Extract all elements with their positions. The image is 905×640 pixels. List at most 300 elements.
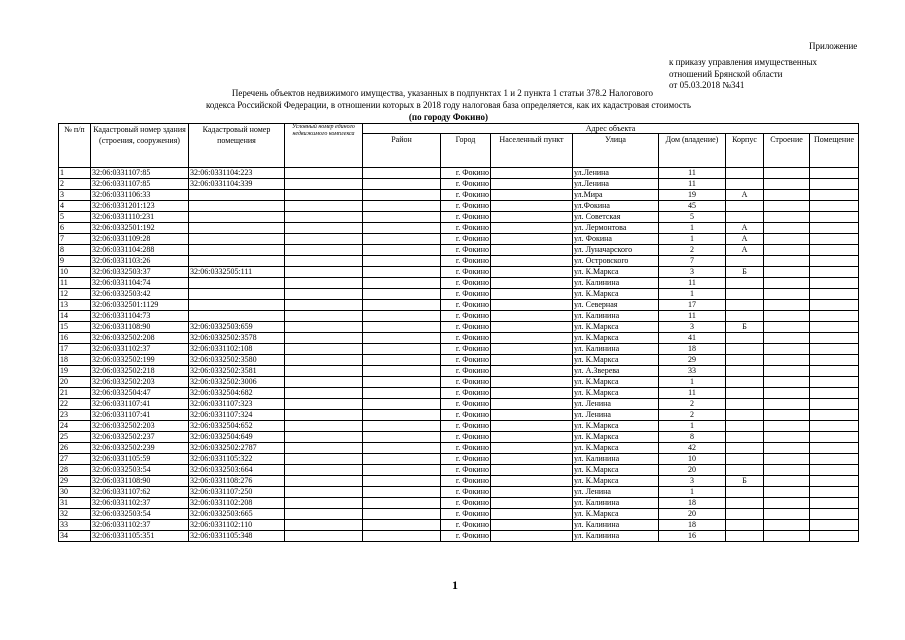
city-cell: г. Фокино xyxy=(441,267,491,278)
premise-cadastral-cell xyxy=(189,201,285,212)
pomeshenie-cell xyxy=(810,421,859,432)
street-cell: ул. К.Маркса xyxy=(573,432,659,443)
stroenie-cell xyxy=(764,410,810,421)
complex-number-cell xyxy=(285,498,363,509)
korpus-cell: А xyxy=(726,234,764,245)
korpus-cell xyxy=(726,201,764,212)
header-complex-number: Условный номер единого недвижимого комплекса xyxy=(285,124,363,168)
district-cell xyxy=(363,388,441,399)
stroenie-cell xyxy=(764,344,810,355)
street-cell: ул.Ленина xyxy=(573,179,659,190)
settlement-cell xyxy=(491,520,573,531)
stroenie-cell xyxy=(764,256,810,267)
settlement-cell xyxy=(491,355,573,366)
complex-number-cell xyxy=(285,443,363,454)
table-row xyxy=(59,498,859,509)
settlement-cell xyxy=(491,190,573,201)
settlement-cell xyxy=(491,223,573,234)
street-cell: ул.Фокина xyxy=(573,201,659,212)
complex-number-cell xyxy=(285,168,363,179)
district-cell xyxy=(363,476,441,487)
street-cell: ул. К.Маркса xyxy=(573,377,659,388)
house-cell: 5 xyxy=(659,212,726,223)
table-row xyxy=(59,454,859,465)
city-cell: г. Фокино xyxy=(441,278,491,289)
complex-number-cell xyxy=(285,476,363,487)
premise-cadastral-cell: 32:06:0331104:223 xyxy=(189,168,285,179)
district-cell xyxy=(363,223,441,234)
street-cell: ул. Калинина xyxy=(573,311,659,322)
building-cadastral-cell: 32:06:0331108:90 xyxy=(91,322,189,333)
korpus-cell: А xyxy=(726,223,764,234)
row-number-cell: 7 xyxy=(59,234,91,245)
premise-cadastral-cell: 32:06:0332502:2787 xyxy=(189,443,285,454)
street-cell: ул. Калинина xyxy=(573,454,659,465)
premise-cadastral-cell: 32:06:0332505:111 xyxy=(189,267,285,278)
korpus-cell xyxy=(726,179,764,190)
street-cell: ул. К.Маркса xyxy=(573,509,659,520)
pomeshenie-cell xyxy=(810,278,859,289)
stroenie-cell xyxy=(764,531,810,542)
pomeshenie-cell xyxy=(810,333,859,344)
table-row xyxy=(59,223,859,234)
district-cell xyxy=(363,289,441,300)
document-heading-line-1: Перечень объектов недвижимого имущества, указанных в подпунктах 1 и 2 пункта 1 статьи 378.2 Налогового xyxy=(231,88,654,98)
settlement-cell xyxy=(491,465,573,476)
settlement-cell xyxy=(491,366,573,377)
city-cell: г. Фокино xyxy=(441,344,491,355)
pomeshenie-cell xyxy=(810,520,859,531)
premise-cadastral-cell: 32:06:0331108:276 xyxy=(189,476,285,487)
stroenie-cell xyxy=(764,234,810,245)
settlement-cell xyxy=(491,245,573,256)
row-number-cell: 21 xyxy=(59,388,91,399)
premise-cadastral-cell xyxy=(189,289,285,300)
table-row xyxy=(59,344,859,355)
complex-number-cell xyxy=(285,256,363,267)
district-cell xyxy=(363,245,441,256)
pomeshenie-cell xyxy=(810,223,859,234)
building-cadastral-cell: 32:06:0332501:1129 xyxy=(91,300,189,311)
row-number-cell: 4 xyxy=(59,201,91,212)
building-cadastral-cell: 32:06:0332502:239 xyxy=(91,443,189,454)
korpus-cell xyxy=(726,278,764,289)
stroenie-cell xyxy=(764,520,810,531)
stroenie-cell xyxy=(764,498,810,509)
settlement-cell xyxy=(491,256,573,267)
city-cell: г. Фокино xyxy=(441,201,491,212)
settlement-cell xyxy=(491,322,573,333)
page-number: 1 xyxy=(452,578,458,592)
district-cell xyxy=(363,179,441,190)
table-row xyxy=(59,421,859,432)
complex-number-cell xyxy=(285,179,363,190)
district-cell xyxy=(363,333,441,344)
row-number-cell: 27 xyxy=(59,454,91,465)
building-cadastral-cell: 32:06:0331107:85 xyxy=(91,179,189,190)
settlement-cell xyxy=(491,267,573,278)
appendix-date-line: от 05.03.2018 №341 xyxy=(669,80,745,90)
street-cell: ул. К.Маркса xyxy=(573,421,659,432)
city-cell: г. Фокино xyxy=(441,531,491,542)
complex-number-cell xyxy=(285,212,363,223)
building-cadastral-cell: 32:06:0332502:199 xyxy=(91,355,189,366)
complex-number-cell xyxy=(285,410,363,421)
row-number-cell: 16 xyxy=(59,333,91,344)
settlement-cell xyxy=(491,388,573,399)
premise-cadastral-cell xyxy=(189,311,285,322)
pomeshenie-cell xyxy=(810,465,859,476)
street-cell: ул. А.Зверева xyxy=(573,366,659,377)
settlement-cell xyxy=(491,509,573,520)
house-cell: 20 xyxy=(659,509,726,520)
table-row xyxy=(59,311,859,322)
table-row xyxy=(59,267,859,278)
pomeshenie-cell xyxy=(810,476,859,487)
table-row xyxy=(59,289,859,300)
pomeshenie-cell xyxy=(810,201,859,212)
korpus-cell xyxy=(726,366,764,377)
complex-number-cell xyxy=(285,322,363,333)
house-cell: 1 xyxy=(659,223,726,234)
complex-number-cell xyxy=(285,487,363,498)
korpus-cell xyxy=(726,432,764,443)
korpus-cell xyxy=(726,355,764,366)
header-house: Дом (владение) xyxy=(659,134,726,168)
premise-cadastral-cell xyxy=(189,190,285,201)
complex-number-cell xyxy=(285,509,363,520)
complex-number-cell xyxy=(285,399,363,410)
house-cell: 17 xyxy=(659,300,726,311)
korpus-cell xyxy=(726,509,764,520)
building-cadastral-cell: 32:06:0332501:192 xyxy=(91,223,189,234)
district-cell xyxy=(363,311,441,322)
stroenie-cell xyxy=(764,443,810,454)
district-cell xyxy=(363,190,441,201)
premise-cadastral-cell: 32:06:0331107:324 xyxy=(189,410,285,421)
complex-number-cell xyxy=(285,355,363,366)
premise-cadastral-cell: 32:06:0331107:323 xyxy=(189,399,285,410)
house-cell: 18 xyxy=(659,344,726,355)
building-cadastral-cell: 32:06:0331107:41 xyxy=(91,399,189,410)
korpus-cell xyxy=(726,300,764,311)
house-cell: 33 xyxy=(659,366,726,377)
premise-cadastral-cell xyxy=(189,278,285,289)
table-row xyxy=(59,245,859,256)
pomeshenie-cell xyxy=(810,443,859,454)
district-cell xyxy=(363,454,441,465)
stroenie-cell xyxy=(764,421,810,432)
korpus-cell xyxy=(726,520,764,531)
table-row xyxy=(59,300,859,311)
house-cell: 1 xyxy=(659,487,726,498)
city-cell: г. Фокино xyxy=(441,168,491,179)
city-cell: г. Фокино xyxy=(441,223,491,234)
complex-number-cell xyxy=(285,333,363,344)
complex-number-cell xyxy=(285,366,363,377)
pomeshenie-cell xyxy=(810,168,859,179)
complex-number-cell xyxy=(285,278,363,289)
city-cell: г. Фокино xyxy=(441,377,491,388)
premise-cadastral-cell xyxy=(189,223,285,234)
row-number-cell: 10 xyxy=(59,267,91,278)
house-cell: 3 xyxy=(659,322,726,333)
district-cell xyxy=(363,278,441,289)
complex-number-cell xyxy=(285,190,363,201)
settlement-cell xyxy=(491,531,573,542)
table-row xyxy=(59,388,859,399)
pomeshenie-cell xyxy=(810,300,859,311)
street-cell: ул. Калинина xyxy=(573,531,659,542)
stroenie-cell xyxy=(764,223,810,234)
street-cell: ул.Ленина xyxy=(573,168,659,179)
table-row xyxy=(59,179,859,190)
header-korpus: Корпус xyxy=(726,134,764,168)
row-number-cell: 24 xyxy=(59,421,91,432)
building-cadastral-cell: 32:06:0332503:54 xyxy=(91,509,189,520)
row-number-cell: 6 xyxy=(59,223,91,234)
settlement-cell xyxy=(491,300,573,311)
house-cell: 10 xyxy=(659,454,726,465)
korpus-cell: Б xyxy=(726,267,764,278)
building-cadastral-cell: 32:06:0331104:288 xyxy=(91,245,189,256)
city-cell: г. Фокино xyxy=(441,234,491,245)
district-cell xyxy=(363,399,441,410)
street-cell: ул. Островского xyxy=(573,256,659,267)
building-cadastral-cell: 32:06:0332502:237 xyxy=(91,432,189,443)
city-cell: г. Фокино xyxy=(441,498,491,509)
city-cell: г. Фокино xyxy=(441,509,491,520)
row-number-cell: 32 xyxy=(59,509,91,520)
street-cell: ул. Луначарского xyxy=(573,245,659,256)
street-cell: ул. К.Маркса xyxy=(573,333,659,344)
district-cell xyxy=(363,509,441,520)
korpus-cell: А xyxy=(726,245,764,256)
premise-cadastral-cell: 32:06:0331102:110 xyxy=(189,520,285,531)
korpus-cell xyxy=(726,487,764,498)
city-cell: г. Фокино xyxy=(441,399,491,410)
korpus-cell xyxy=(726,498,764,509)
pomeshenie-cell xyxy=(810,212,859,223)
pomeshenie-cell xyxy=(810,190,859,201)
district-cell xyxy=(363,300,441,311)
korpus-cell xyxy=(726,454,764,465)
pomeshenie-cell xyxy=(810,322,859,333)
settlement-cell xyxy=(491,454,573,465)
building-cadastral-cell: 32:06:0332503:42 xyxy=(91,289,189,300)
settlement-cell xyxy=(491,476,573,487)
pomeshenie-cell xyxy=(810,531,859,542)
stroenie-cell xyxy=(764,366,810,377)
korpus-cell xyxy=(726,531,764,542)
header-street: Улица xyxy=(573,134,659,168)
house-cell: 42 xyxy=(659,443,726,454)
pomeshenie-cell xyxy=(810,410,859,421)
street-cell: ул. Ленина xyxy=(573,487,659,498)
building-cadastral-cell: 32:06:0331108:90 xyxy=(91,476,189,487)
header-pomeshenie: Помещение xyxy=(810,134,859,168)
premise-cadastral-cell xyxy=(189,212,285,223)
row-number-cell: 1 xyxy=(59,168,91,179)
city-cell: г. Фокино xyxy=(441,212,491,223)
stroenie-cell xyxy=(764,355,810,366)
house-cell: 8 xyxy=(659,432,726,443)
premise-cadastral-cell: 32:06:0332503:664 xyxy=(189,465,285,476)
district-cell xyxy=(363,498,441,509)
appendix-department-line: отношений Брянской области xyxy=(669,69,783,79)
table-row xyxy=(59,443,859,454)
table-row xyxy=(59,531,859,542)
row-number-cell: 15 xyxy=(59,322,91,333)
city-cell: г. Фокино xyxy=(441,300,491,311)
settlement-cell xyxy=(491,410,573,421)
building-cadastral-cell: 32:06:0332502:203 xyxy=(91,377,189,388)
settlement-cell xyxy=(491,234,573,245)
building-cadastral-cell: 32:06:0331201:123 xyxy=(91,201,189,212)
property-register-table xyxy=(58,123,859,542)
row-number-cell: 25 xyxy=(59,432,91,443)
header-city: Город xyxy=(441,134,491,168)
house-cell: 19 xyxy=(659,190,726,201)
korpus-cell xyxy=(726,388,764,399)
premise-cadastral-cell xyxy=(189,256,285,267)
premise-cadastral-cell: 32:06:0332502:3580 xyxy=(189,355,285,366)
district-cell xyxy=(363,355,441,366)
korpus-cell xyxy=(726,289,764,300)
city-cell: г. Фокино xyxy=(441,465,491,476)
table-row xyxy=(59,432,859,443)
house-cell: 29 xyxy=(659,355,726,366)
row-number-cell: 8 xyxy=(59,245,91,256)
premise-cadastral-cell: 32:06:0332502:3006 xyxy=(189,377,285,388)
house-cell: 11 xyxy=(659,278,726,289)
building-cadastral-cell: 32:06:0331107:62 xyxy=(91,487,189,498)
building-cadastral-cell: 32:06:0331106:33 xyxy=(91,190,189,201)
appendix-order-line: к приказу управления имущественных xyxy=(669,57,818,67)
pomeshenie-cell xyxy=(810,366,859,377)
building-cadastral-cell: 32:06:0331107:85 xyxy=(91,168,189,179)
premise-cadastral-cell: 32:06:0332503:665 xyxy=(189,509,285,520)
row-number-cell: 17 xyxy=(59,344,91,355)
korpus-cell xyxy=(726,256,764,267)
house-cell: 11 xyxy=(659,179,726,190)
house-cell: 2 xyxy=(659,410,726,421)
premise-cadastral-cell: 32:06:0332502:3581 xyxy=(189,366,285,377)
house-cell: 18 xyxy=(659,520,726,531)
row-number-cell: 5 xyxy=(59,212,91,223)
house-cell: 11 xyxy=(659,311,726,322)
building-cadastral-cell: 32:06:0332502:218 xyxy=(91,366,189,377)
premise-cadastral-cell xyxy=(189,234,285,245)
korpus-cell xyxy=(726,212,764,223)
stroenie-cell xyxy=(764,168,810,179)
settlement-cell xyxy=(491,432,573,443)
header-num: № п/п xyxy=(59,124,91,168)
district-cell xyxy=(363,432,441,443)
row-number-cell: 31 xyxy=(59,498,91,509)
table-row xyxy=(59,333,859,344)
district-cell xyxy=(363,234,441,245)
street-cell: ул. Северная xyxy=(573,300,659,311)
complex-number-cell xyxy=(285,300,363,311)
settlement-cell xyxy=(491,399,573,410)
city-cell: г. Фокино xyxy=(441,179,491,190)
complex-number-cell xyxy=(285,201,363,212)
district-cell xyxy=(363,410,441,421)
district-cell xyxy=(363,443,441,454)
row-number-cell: 19 xyxy=(59,366,91,377)
appendix-title: Приложение xyxy=(809,41,858,51)
settlement-cell xyxy=(491,377,573,388)
table-row xyxy=(59,212,859,223)
house-cell: 41 xyxy=(659,333,726,344)
settlement-cell xyxy=(491,278,573,289)
row-number-cell: 34 xyxy=(59,531,91,542)
building-cadastral-cell: 32:06:0331103:26 xyxy=(91,256,189,267)
street-cell: ул. Ленина xyxy=(573,399,659,410)
stroenie-cell xyxy=(764,388,810,399)
stroenie-cell xyxy=(764,399,810,410)
premise-cadastral-cell: 32:06:0332504:652 xyxy=(189,421,285,432)
stroenie-cell xyxy=(764,179,810,190)
premise-cadastral-cell xyxy=(189,245,285,256)
table-row xyxy=(59,476,859,487)
pomeshenie-cell xyxy=(810,256,859,267)
building-cadastral-cell: 32:06:0331110:231 xyxy=(91,212,189,223)
settlement-cell xyxy=(491,443,573,454)
street-cell: ул. Советская xyxy=(573,212,659,223)
row-number-cell: 12 xyxy=(59,289,91,300)
city-cell: г. Фокино xyxy=(441,366,491,377)
korpus-cell: А xyxy=(726,190,764,201)
complex-number-cell xyxy=(285,267,363,278)
district-cell xyxy=(363,168,441,179)
street-cell: ул. К.Маркса xyxy=(573,443,659,454)
korpus-cell xyxy=(726,443,764,454)
settlement-cell xyxy=(491,487,573,498)
stroenie-cell xyxy=(764,267,810,278)
building-cadastral-cell: 32:06:0331107:41 xyxy=(91,410,189,421)
korpus-cell xyxy=(726,399,764,410)
korpus-cell xyxy=(726,377,764,388)
korpus-cell xyxy=(726,333,764,344)
korpus-cell xyxy=(726,344,764,355)
stroenie-cell xyxy=(764,377,810,388)
premise-cadastral-cell: 32:06:0331102:108 xyxy=(189,344,285,355)
row-number-cell: 23 xyxy=(59,410,91,421)
district-cell xyxy=(363,377,441,388)
premise-cadastral-cell: 32:06:0331104:339 xyxy=(189,179,285,190)
table-row xyxy=(59,487,859,498)
table-body xyxy=(59,168,859,542)
table-row xyxy=(59,234,859,245)
house-cell: 18 xyxy=(659,498,726,509)
stroenie-cell xyxy=(764,454,810,465)
street-cell: ул. К.Маркса xyxy=(573,322,659,333)
stroenie-cell xyxy=(764,300,810,311)
pomeshenie-cell xyxy=(810,498,859,509)
pomeshenie-cell xyxy=(810,509,859,520)
district-cell xyxy=(363,212,441,223)
table-row xyxy=(59,256,859,267)
settlement-cell xyxy=(491,212,573,223)
stroenie-cell xyxy=(764,322,810,333)
row-number-cell: 14 xyxy=(59,311,91,322)
complex-number-cell xyxy=(285,344,363,355)
building-cadastral-cell: 32:06:0331104:73 xyxy=(91,311,189,322)
pomeshenie-cell xyxy=(810,179,859,190)
street-cell: ул. Ленина xyxy=(573,410,659,421)
